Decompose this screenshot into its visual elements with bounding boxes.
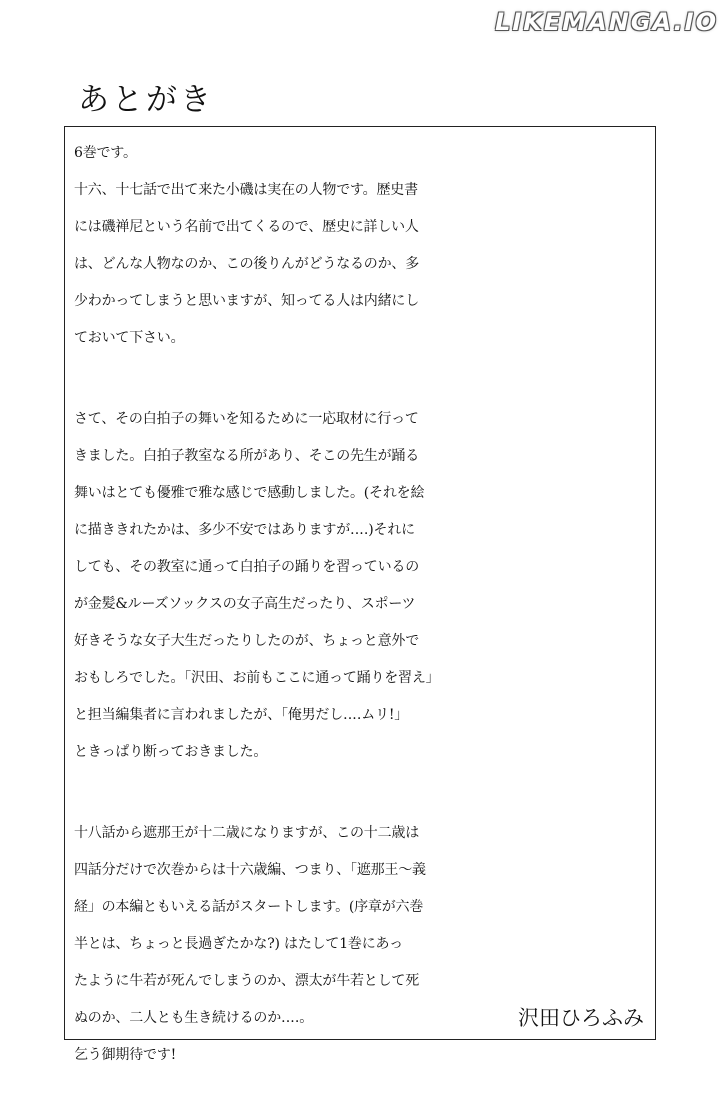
text-line: おもしろでした。「沢田、お前もここに通って踊りを習え」 <box>74 670 440 686</box>
page-title: あとがき <box>78 82 214 118</box>
text-line: 半とは、ちょっと長過ぎたかな?) はたして1巻にあっ <box>74 936 403 952</box>
text-line: ておいて下さい。 <box>74 330 185 346</box>
afterword-body <box>74 134 648 1069</box>
text-line: 6巻です。 <box>74 145 137 161</box>
text-line: は、どんな人物なのか、この後りんがどうなるのか、多 <box>74 256 419 272</box>
paragraph-gap <box>74 766 648 810</box>
text-line: きました。白拍子教室なる所があり、そこの先生が踊る <box>74 448 419 464</box>
text-line: さて、その白拍子の舞いを知るために一応取材に行って <box>74 411 419 427</box>
text-line: に描ききれたかは、多少不安ではありますが‥‥)それに <box>74 522 415 538</box>
text-line: 四話分だけで次巻からは十六歳編、つまり、「遮那王〜義 <box>74 862 426 878</box>
text-line: しても、その教室に通って白拍子の踊りを習っているの <box>74 559 419 575</box>
text-line: が金髪&ルーズソックスの女子高生だったり、スポーツ <box>74 596 416 612</box>
text-line: ときっぱり断っておきました。 <box>74 744 268 760</box>
text-line: 十六、十七話で出て来た小磯は実在の人物です。歴史書 <box>74 182 418 198</box>
text-line: 少わかってしまうと思いますが、知ってる人は内緒にし <box>74 293 419 309</box>
paragraph-gap <box>74 352 648 396</box>
text-line: 好きそうな女子大生だったりしたのが、ちょっと意外で <box>74 633 419 649</box>
text-line: 十八話から遮那王が十二歳になりますが、この十二歳は <box>74 825 419 841</box>
text-line: 乞う御期待です! <box>74 1047 177 1063</box>
author-signature: 沢田ひろふみ <box>518 1006 644 1030</box>
text-line: ぬのか、二人とも生き続けるのか‥‥。 <box>74 1010 314 1026</box>
text-line: と担当編集者に言われましたが、「俺男だし‥‥ムリ!」 <box>74 707 409 723</box>
text-line: には磯禅尼という名前で出てくるので、歴史に詳しい人 <box>74 219 419 235</box>
text-line: たように牛若が死んでしまうのか、漂太が牛若として死 <box>74 973 419 989</box>
site-watermark: LIKEMANGA.IO <box>495 8 718 36</box>
text-line: 経」の本編ともいえる話がスタートします。(序章が六巻 <box>74 899 424 915</box>
text-line: 舞いはとても優雅で雅な感じで感動しました。(それを絵 <box>74 485 425 501</box>
